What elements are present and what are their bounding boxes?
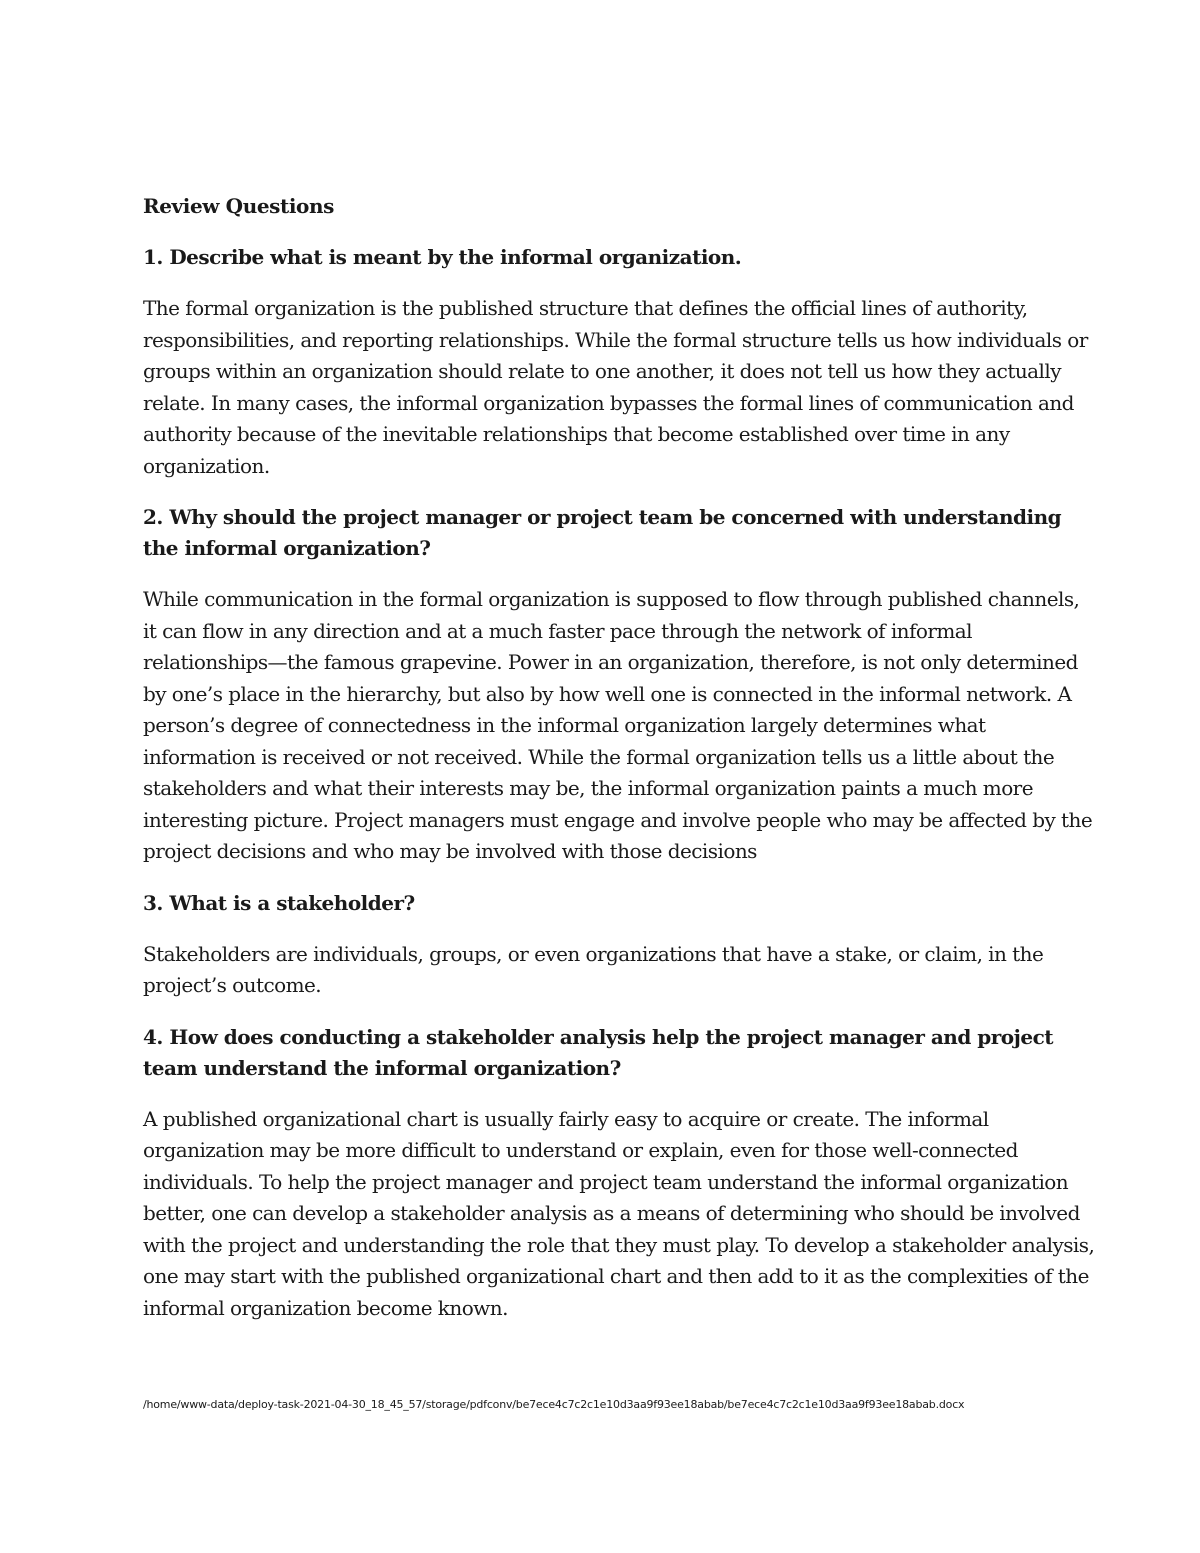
question-1: 1. Describe what is meant by the informal organization. [143,245,742,269]
question-4: 4. How does conducting a stakeholder analysis help the project manager and project team understand the informal organization? [143,1024,1054,1080]
footer-file-path: /home/www-data/deploy-task-2021-04-30_18_45_57/storage/pdfconv/be7ece4c7c2c1e10d3aa9f93ee18abab/be7ece4c7c2c1e10d3aa9f93ee18abab.docx [143,1398,965,1411]
answer-3: Stakeholders are individuals, groups, or even organizations that have a stake, or claim, in the project’s outcome. [143,941,1044,997]
document-body [143,191,1098,1344]
question-2: 2. Why should the project manager or project team be concerned with understanding the informal organization? [143,505,1062,560]
answer-4: A published organizational chart is usually fairly easy to acquire or create. The informal organization may be more difficult to understand or explain, even for those well-connected individuals. To help the project manager and project team understand the informal organization better, one can develop a stakeholder analysis as a means of determining who should be involved with the project and understanding the role that they must play. To develop a stakeholder analysis, one may start with the published organizational chart and then add to it as the complexities of the informal organization become known. [143,1106,1095,1320]
answer-1: The formal organization is the published structure that defines the official lines of authority, responsibilities, and reporting relationships. While the formal structure tells us how individuals or groups within an organization should relate to one another, it does not tell us how they actually relate. In many cases, the informal organization bypasses the formal lines of communication and authority because of the inevitable relationships that become established over time in any organization. [143,296,1088,478]
document-heading: Review Questions [143,194,334,218]
answer-2: While communication in the formal organization is supposed to flow through published channels, it can flow in any direction and at a much faster pace through the network of informal relationships—the famous grapevine. Power in an organization, therefore, is not only determined by one’s place in the hierarchy, but also by how well one is connected in the informal network. A person’s degree of connectedness in the informal organization largely determines what information is received or not received. While the formal organization tells us a little about the stakeholders and what their interests may be, the informal organization paints a much more interesting picture. Project managers must engage and involve people who may be affected by the project decisions and who may be involved with those decisions [143,587,1093,863]
question-3: 3. What is a stakeholder? [143,890,415,915]
